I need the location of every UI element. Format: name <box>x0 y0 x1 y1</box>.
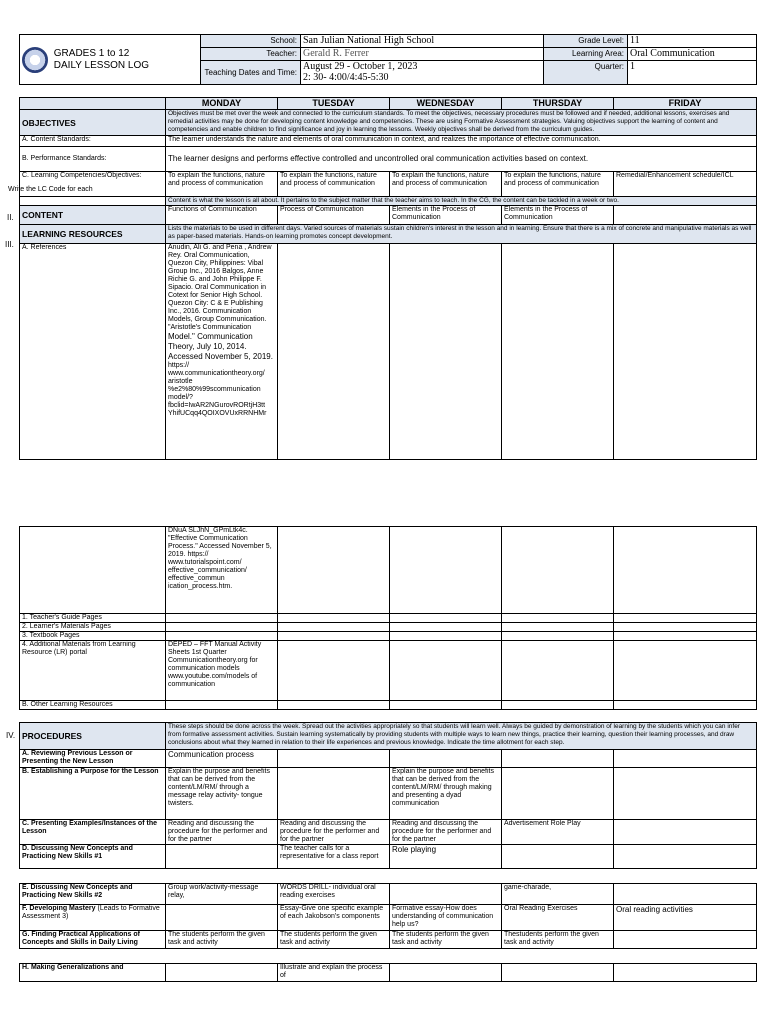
proc-b-wednesday: Explain the purpose and benefits that can be derived from the content/LM/RM/ through making and presenting a dyad communication <box>390 768 502 820</box>
proc-b-friday <box>614 768 757 820</box>
proc-c-friday <box>614 820 757 845</box>
learning-area-label: Learning Area: <box>544 48 628 61</box>
dates-label: Teaching Dates and Time: <box>201 61 301 85</box>
procedures-title: PROCEDURES <box>20 723 166 750</box>
content-description: Content is what the lesson is all about. It pertains to the subject matter that the teacher aims to teach. In the CG, the content can be tackled in a week or two. <box>166 197 757 206</box>
teachers-guide-label: 1. Teacher's Guide Pages <box>20 614 166 623</box>
proc-g-thursday: Thestudents perform the given task and activity <box>502 931 614 949</box>
quarter-label: Quarter: <box>544 61 628 85</box>
proc-b-label: B. Establishing a Purpose for the Lesson <box>20 768 166 820</box>
proc-a-wednesday <box>390 750 502 768</box>
teacher-value: Gerald R. Ferrer <box>301 48 544 61</box>
performance-standards-label: B. Performance Standards: <box>20 147 166 172</box>
dates-value: August 29 - October 1, 2023 <box>303 61 418 72</box>
learning-area-value: Oral Communication <box>628 48 757 61</box>
proc-a-tuesday <box>278 750 390 768</box>
proc-c-tuesday: Reading and discussing the procedure for the performer and for the partner <box>278 820 390 845</box>
objectives-title: OBJECTIVES <box>20 110 166 136</box>
proc-f-friday: Oral reading activities <box>614 905 757 931</box>
content-friday <box>614 206 757 225</box>
proc-e-label: E. Discussing New Concepts and Practicing New Skills #2 <box>20 884 166 905</box>
objectives-description: Objectives must be met over the week and connected to the curriculum standards. To meet the objectives, necessary procedures must be followed and if needed, additional lessons, exercises and remedial activities may be done for developing content knowledge and competencies. These are using Formative Assessment strategies. Valuing objectives support the learning of content and competencies and enable children to find significance and joy in learning the lessons. Weekly objectives shall be derived from the curriculum guides. <box>166 110 757 136</box>
content-standards-label: A. Content Standards: <box>20 136 166 147</box>
additional-materials-monday: DEPED – FFT Manual Activity Sheets 1st Quarter Communicationtheory.org for communication models www.youtube.com/models of communication <box>166 641 278 701</box>
grade-level-value: 11 <box>628 35 757 48</box>
roman-iv: IV. <box>6 731 16 740</box>
lesson-log-table-2 <box>19 526 757 710</box>
time-value: 2: 30- 4:00/4:45-5:30 <box>303 72 389 83</box>
proc-g-tuesday: The students perform the given task and activity <box>278 931 390 949</box>
proc-h-wednesday <box>390 964 502 982</box>
references-monday-part1: Anudin, Ali G. and Pena , Andrew Rey. Oral Communication, Quezon City, Philippines: Vibal Group Inc., 2016 Balgos, Anne Richie G. and John Philippe F. Sipacio. Oral Communication in Cotext for Senior High School. Quezon City: C & E Publishing Inc., 2016. Communication Models, Group Communication. "Aristotle's Communication <box>168 244 272 331</box>
proc-g-label: G. Finding Practical Applications of Concepts and Skills in Daily Living <box>20 931 166 949</box>
proc-a-label: A. Reviewing Previous Lesson or Presenting the New Lesson <box>20 750 166 768</box>
proc-f-tuesday: Essay-Give one specific example of each Jakobson's components <box>278 905 390 931</box>
deped-seal-icon <box>22 47 48 73</box>
procedures-table-1 <box>19 722 757 869</box>
proc-e-thursday: game-charade, <box>502 884 614 905</box>
performance-standards-value: The learner designs and performs effective controlled and uncontrolled oral communication activities based on context. <box>166 147 757 172</box>
proc-g-monday: The students perform the given task and activity <box>166 931 278 949</box>
school-label: School: <box>201 35 301 48</box>
proc-f-label: F. Developing Mastery <box>22 905 96 912</box>
grade-level-label: Grade Level: <box>544 35 628 48</box>
proc-d-monday <box>166 845 278 869</box>
lc-monday: To explain the functions, nature and process of communication <box>166 172 278 197</box>
day-header-friday: FRIDAY <box>614 98 757 110</box>
header-logo-cell <box>20 35 201 85</box>
grades-label: GRADES 1 to 12 <box>53 47 130 59</box>
proc-c-thursday: Advertisement Role Play <box>502 820 614 845</box>
learning-resources-title: LEARNING RESOURCES <box>20 225 166 244</box>
content-thursday: Elements in the Process of Communication <box>502 206 614 225</box>
proc-d-thursday <box>502 845 614 869</box>
roman-iii: III. <box>5 240 14 249</box>
proc-h-tuesday: Illustrate and explain the process of <box>278 964 390 982</box>
content-title: CONTENT <box>20 206 166 225</box>
proc-e-tuesday: WORDS DRILL- individual oral reading exercises <box>278 884 390 905</box>
roman-ii: II. <box>7 213 14 222</box>
log-label: DAILY LESSON LOG <box>53 59 150 71</box>
additional-materials-label: 4. Additional Materials from Learning Resource (LR) portal <box>20 641 166 701</box>
quarter-value: 1 <box>628 61 757 85</box>
proc-f-wednesday: Formative essay-How does understanding of communication help us? <box>390 905 502 931</box>
other-resources-label: B. Other Learning Resources <box>20 701 166 710</box>
proc-h-monday <box>166 964 278 982</box>
procedures-table-3 <box>19 963 757 982</box>
lc-tuesday: To explain the functions, nature and process of communication <box>278 172 390 197</box>
learning-resources-description: Lists the materials to be used in different days. Varied sources of materials sustain children's interest in the lesson and in learning. Ensure that there is a mix of concrete and manipulative materials as well as paper-based materials. Hands-on learning promotes concept development. <box>166 225 757 244</box>
procedures-table-2 <box>19 883 757 949</box>
proc-e-wednesday <box>390 884 502 905</box>
day-header-tuesday: TUESDAY <box>278 98 390 110</box>
lesson-log-table-1 <box>19 97 757 460</box>
proc-f-label-note: (Leads to Formative Assessment 3) <box>22 905 160 920</box>
learning-competencies-label: C. Learning Competencies/Objectives: <box>20 172 166 197</box>
teacher-label: Teacher: <box>201 48 301 61</box>
header-table <box>19 34 757 85</box>
proc-d-friday <box>614 845 757 869</box>
content-monday: Functions of Communication <box>166 206 278 225</box>
proc-b-thursday <box>502 768 614 820</box>
references-monday-part1b: Model." Communication Theory, July 10, 2014. Accessed November 5, 2019. <box>168 332 273 361</box>
proc-g-friday <box>614 931 757 949</box>
school-value: San Julian National High School <box>301 35 544 48</box>
learners-materials-label: 2. Learner's Materials Pages <box>20 623 166 632</box>
proc-h-friday <box>614 964 757 982</box>
proc-f-monday <box>166 905 278 931</box>
proc-d-tuesday: The teacher calls for a representative for a class report <box>278 845 390 869</box>
procedures-description: These steps should be done across the week. Spread out the activities appropriately so that students will learn well. Always be guided by demonstration of learning by the students which you can infer from formative assessment activities. Sustain learning systematically by providing students with multiple ways to learn new things, practice their learning, question their learning processes, and draw conclusions about what they learned in relation to their life experiences and previous knowledge. Indicate the time allotment for each step. <box>166 723 757 750</box>
content-standards-value: The learner understands the nature and elements of oral communication in context, and realizes the importance of effective communication. <box>166 136 757 147</box>
day-header-thursday: THURSDAY <box>502 98 614 110</box>
lc-thursday: To explain the functions, nature and process of communication <box>502 172 614 197</box>
lc-code-note: Write the LC Code for each <box>8 186 93 193</box>
proc-b-tuesday <box>278 768 390 820</box>
proc-c-monday: Reading and discussing the procedure for the performer and for the partner <box>166 820 278 845</box>
proc-e-monday: Group work/activity-message relay, <box>166 884 278 905</box>
proc-g-wednesday: The students perform the given task and activity <box>390 931 502 949</box>
proc-c-wednesday: Reading and discussing the procedure for the performer and for the partner <box>390 820 502 845</box>
proc-a-friday <box>614 750 757 768</box>
proc-c-label: C. Presenting Examples/Instances of the Lesson <box>20 820 166 845</box>
references-monday-part1c: https:// www.communicationtheory.org/ aristotle %e2%80%99scommunication model/? fbclid=IwAR2NGurovRORtjH3tt YhifUCqq4QOIXOVUxRRNHMr <box>168 362 267 417</box>
proc-e-friday <box>614 884 757 905</box>
proc-f-thursday: Oral Reading Exercises <box>502 905 614 931</box>
references-monday-part2: DNuA SLJhN_GPmLtk4c. "Effective Communication Process." Accessed November 5, 2019. https:// www.tutorialspoint.com/ effective_communication/ effective_commun ication_process.htm. <box>166 527 278 614</box>
proc-h-thursday <box>502 964 614 982</box>
proc-d-label: D. Discussing New Concepts and Practicing New Skills #1 <box>20 845 166 869</box>
day-header-wednesday: WEDNESDAY <box>390 98 502 110</box>
content-wednesday: Elements in the Process of Communication <box>390 206 502 225</box>
textbook-pages-label: 3. Textbook Pages <box>20 632 166 641</box>
lc-friday: Remedial/Enhancement schedule/ICL <box>614 172 757 197</box>
day-header-monday: MONDAY <box>166 98 278 110</box>
lc-wednesday: To explain the functions, nature and process of communication <box>390 172 502 197</box>
proc-a-thursday <box>502 750 614 768</box>
proc-b-monday: Explain the purpose and benefits that can be derived from the content/LM/RM/ through a message relay activity- tongue twisters. <box>166 768 278 820</box>
references-label: A. References <box>20 244 166 460</box>
proc-d-wednesday: Role playing <box>390 845 502 869</box>
content-tuesday: Process of Communication <box>278 206 390 225</box>
proc-h-label: H. Making Generalizations and <box>20 964 166 982</box>
proc-a-monday: Communication process <box>166 750 278 768</box>
